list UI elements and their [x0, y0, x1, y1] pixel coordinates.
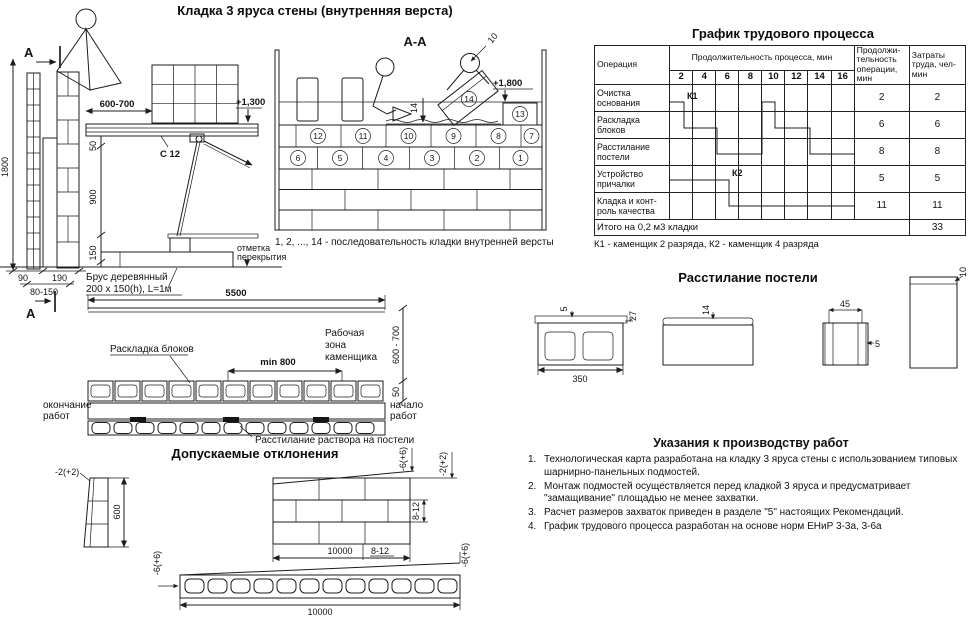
block-number: 7	[529, 131, 534, 141]
insulation-hatch	[43, 138, 57, 267]
tick: 6	[716, 70, 739, 84]
gantt-cell	[670, 165, 693, 192]
operation-duration: 8	[854, 138, 909, 165]
work-start-label	[390, 400, 424, 422]
deviations-drawing	[40, 440, 474, 617]
item-number: 1.	[528, 454, 537, 465]
operation-name: Расстилание постели	[595, 138, 670, 165]
table-row	[595, 138, 966, 165]
mortar-bed-row	[88, 417, 385, 435]
gantt-cell	[831, 165, 854, 192]
block-number: 1	[518, 153, 523, 163]
zone-line1: Рабочая	[325, 328, 365, 339]
gantt-cell	[716, 111, 739, 138]
gantt-cell	[716, 165, 739, 192]
gantt-cell	[739, 192, 762, 219]
gantt-cell	[739, 165, 762, 192]
gantt-cell	[762, 84, 785, 111]
gantt-cell	[670, 138, 693, 165]
dim-50-label: 50	[391, 386, 401, 398]
aa-section-drawing	[265, 28, 570, 253]
dim-350-label: 350	[572, 374, 588, 384]
dim-1800-label: 1800	[0, 156, 10, 178]
dim-27-label: 27	[628, 310, 638, 322]
gantt-cell	[670, 84, 693, 111]
mortar-bed	[386, 120, 501, 125]
gantt-cell	[693, 192, 716, 219]
table-row	[595, 192, 966, 219]
dim-5b-label: 5	[875, 339, 881, 349]
gantt-cell	[831, 111, 854, 138]
inner-block-column	[57, 72, 79, 268]
wall-deviation-sketch	[273, 447, 457, 562]
item-text: Расчет размеров захваток приведен в разделе "5" настоящих Рекомендаций.	[544, 507, 904, 519]
operation-name: Раскладка блоков	[595, 111, 670, 138]
plan-view-drawing	[30, 283, 440, 458]
gantt-cell	[831, 138, 854, 165]
dim-14-label: 14	[409, 102, 419, 114]
aa-top-course-numbers	[311, 129, 540, 144]
gantt-cell	[716, 192, 739, 219]
work-end-label	[43, 400, 92, 422]
dim-600-700-label: 600-700	[99, 99, 135, 110]
scaffold-platform	[86, 124, 258, 136]
raskladka-label: Раскладка блоков	[110, 344, 194, 355]
chart-footnote: К1 - каменщик 2 разряда, К2 - каменщик 4 разряда	[594, 238, 819, 250]
section-mark-top-label: А	[24, 45, 34, 60]
dim-10-label: 10	[958, 266, 968, 278]
list-item	[528, 521, 974, 534]
gantt-cell	[762, 111, 785, 138]
wall-dev2-label: -2(+2)	[438, 451, 448, 477]
wall-dev1-label: -6(+6)	[398, 446, 408, 472]
row-slant-line	[180, 563, 460, 575]
mason-2-figure	[438, 54, 498, 126]
item-text: Монтаж подмостей осуществляется перед кладкой 3 яруса и предусматривает "замащивание" площадью не менее захватки.	[544, 480, 911, 505]
gantt-cell	[808, 84, 831, 111]
strut-label: С 12	[160, 149, 181, 160]
end-line2: работ	[43, 411, 70, 422]
elev-1800-label: +1,800	[493, 78, 523, 89]
table-row	[595, 84, 966, 111]
plan-top-edge	[88, 308, 385, 312]
start-line1: начало	[390, 400, 424, 411]
tick: 10	[762, 70, 785, 84]
aa-existing-wall	[279, 169, 542, 230]
block-pallet	[152, 65, 238, 123]
gantt-cell	[739, 84, 762, 111]
end-line1: окончание	[43, 400, 92, 411]
process-chart-title: График трудового процесса	[692, 26, 874, 41]
gantt-cell	[831, 84, 854, 111]
mason-1-figure	[373, 58, 411, 121]
tick: 14	[808, 70, 831, 84]
process-chart	[594, 26, 972, 250]
work-instructions	[528, 436, 974, 535]
operation-labor: 2	[909, 84, 965, 111]
operation-labor: 6	[909, 111, 965, 138]
block-number: 13	[515, 109, 525, 119]
item-number: 3.	[528, 507, 537, 519]
tilt-deviation-sketch	[55, 467, 129, 547]
instructions-title: Указания к производству работ	[653, 436, 849, 450]
strut-c12	[160, 134, 252, 236]
floor-mark-line1: отметка	[237, 243, 271, 253]
dim-150-label: 150	[88, 245, 98, 261]
tilt-angle	[471, 31, 500, 61]
block-number: 11	[358, 131, 368, 141]
tick: 4	[693, 70, 716, 84]
wall-length-label: 10000	[327, 546, 353, 556]
operation-duration: 6	[854, 111, 909, 138]
section-cut-mark-top	[24, 45, 60, 68]
deviations-title: Допускаемые отклонения	[171, 446, 339, 461]
gantt-cell	[693, 165, 716, 192]
gantt-cell	[785, 111, 808, 138]
aa-section-label: А-А	[403, 34, 427, 49]
dim-block-drop	[409, 98, 423, 122]
dim-5a-label: 5	[559, 306, 569, 312]
dim-platform-offset	[86, 99, 152, 111]
elev-1300-label: +1,300	[236, 97, 266, 108]
col-operation-header: Операция	[595, 46, 670, 85]
operation-duration: 2	[854, 84, 909, 111]
mortar-dump	[313, 417, 329, 422]
gantt-cell	[785, 165, 808, 192]
wall-joint-label: 8-12	[411, 501, 421, 521]
tick: 12	[785, 70, 808, 84]
work-zone-label	[325, 327, 378, 363]
dim-5500	[88, 288, 385, 310]
col-labor-header: Затраты труда, чел-мин	[909, 46, 965, 85]
scaffold-base	[101, 234, 258, 267]
list-item	[528, 454, 974, 480]
row-length-label: 10000	[307, 607, 333, 617]
dim-5500-label: 5500	[225, 288, 247, 299]
gantt-cell	[785, 84, 808, 111]
wall-hatch-band	[88, 403, 385, 419]
tilt-height-label: 600	[112, 504, 122, 520]
col-process-header: Продолжительность процесса, мин	[670, 46, 854, 71]
item-number: 2.	[528, 480, 537, 492]
gantt-cell	[693, 138, 716, 165]
mortar-dump	[223, 417, 239, 422]
gantt-cell	[785, 192, 808, 219]
operation-duration: 11	[854, 192, 909, 219]
gantt-cell	[762, 138, 785, 165]
start-line2: работ	[390, 411, 417, 422]
angle-10-label: 10	[485, 31, 500, 46]
dim-right-chain	[391, 305, 407, 404]
operation-labor: 11	[909, 192, 965, 219]
block-13	[503, 103, 537, 125]
section-mark-bottom-label: А	[26, 306, 36, 321]
row-dev2-label: -6(+6)	[460, 542, 470, 568]
floor-mark-line2: перекрытия	[237, 252, 287, 262]
blocks-layout-label	[110, 343, 194, 383]
gantt-cell	[739, 138, 762, 165]
block-number: 5	[337, 153, 343, 163]
row-deviation-sketch	[152, 543, 470, 617]
process-chart-table	[594, 45, 966, 236]
operation-labor: 5	[909, 165, 965, 192]
elevation-1300	[236, 97, 265, 122]
mason-figure	[57, 9, 121, 90]
row-dev1-label: -6(+6)	[152, 550, 162, 576]
block-number: 8	[496, 131, 501, 141]
gantt-cell	[831, 192, 854, 219]
block-number: 3	[429, 153, 435, 163]
dim-wall-height	[0, 59, 13, 270]
dim-vertical-chain	[88, 136, 105, 267]
list-item	[528, 507, 974, 520]
block-side-strips	[823, 299, 880, 365]
dim-600-700-label: 600 - 700	[391, 325, 401, 365]
operation-labor: 8	[909, 138, 965, 165]
gantt-cell	[785, 138, 808, 165]
aa-caption: 1, 2, ..., 14 - последовательность кладки внутренней версты	[275, 237, 554, 248]
mortar-label-text: Расстилание раствора на постели	[255, 435, 415, 446]
beam-note-line1: Брус деревянный	[86, 272, 168, 283]
gantt-cell	[808, 165, 831, 192]
gantt-cell	[808, 192, 831, 219]
item-number: 4.	[528, 520, 537, 532]
gantt-cell	[693, 111, 716, 138]
dim-14-label: 14	[701, 304, 711, 316]
total-value: 33	[909, 219, 965, 235]
dim-900-label: 900	[88, 189, 98, 205]
block-end-view	[910, 267, 968, 368]
bed-spreading-title: Расстилание постели	[678, 270, 818, 285]
tilt-dev-label: -2(+2)	[55, 467, 80, 477]
item-text: Технологическая карта разработана на кладку 3 яруса стены с использованием типовых шарнирно-панельных подмостей.	[544, 454, 958, 478]
block-with-mortar-top	[663, 305, 753, 365]
dim-90-label: 90	[18, 273, 29, 283]
k2-label: К2	[732, 168, 743, 178]
block-number: 14	[464, 94, 474, 104]
total-label: Итого на 0,2 м3 кладки	[595, 219, 910, 235]
gantt-cell	[762, 165, 785, 192]
gantt-cell	[670, 192, 693, 219]
beam-note-line2: 200 x 150(h), L=1м	[86, 284, 172, 295]
operation-duration: 5	[854, 165, 909, 192]
zone-line3: каменщика	[325, 352, 378, 363]
outer-wall-leaf	[27, 73, 40, 269]
col-op-duration-header: Продолжи- тельность операции, мин	[854, 46, 909, 85]
block-number: 6	[295, 153, 301, 163]
block-cross-section	[535, 306, 638, 384]
wall-joint2-label: 8-12	[371, 546, 390, 556]
dim-45-label: 45	[839, 299, 851, 309]
gantt-cell	[808, 111, 831, 138]
tick: 2	[670, 70, 693, 84]
table-row	[595, 111, 966, 138]
wall-section-drawing	[0, 5, 290, 325]
gantt-cell	[739, 111, 762, 138]
laid-blocks-band	[88, 381, 383, 401]
total-row	[595, 219, 966, 235]
block-number: 12	[313, 131, 323, 141]
list-item	[528, 481, 974, 507]
gantt-cell	[716, 84, 739, 111]
block-number: 4	[383, 153, 389, 163]
min800-label: min 800	[260, 357, 296, 368]
gantt-cell	[670, 111, 693, 138]
k1-label: К1	[687, 91, 698, 101]
bed-spreading-drawing	[525, 262, 974, 390]
block-number: 9	[451, 131, 456, 141]
item-text: График трудового процесса разработан на основе норм ЕНиР 3-3а, 3-6а	[544, 520, 882, 532]
operation-name: Кладка и конт- роль качества	[595, 192, 670, 219]
operation-name: Очистка основания	[595, 84, 670, 111]
dim-190-label: 190	[52, 273, 68, 283]
tick: 16	[831, 70, 854, 84]
mortar-dump	[130, 417, 146, 422]
gantt-cell	[716, 138, 739, 165]
block-number: 2	[474, 153, 480, 163]
operation-name: Устройство причалки	[595, 165, 670, 192]
tick: 8	[739, 70, 762, 84]
elevation-1800	[493, 78, 533, 101]
dim-50-label: 50	[88, 140, 98, 152]
table-row	[595, 165, 966, 192]
gantt-cell	[808, 138, 831, 165]
block-number: 10	[403, 131, 414, 141]
gantt-cell	[693, 84, 716, 111]
page-title: Кладка 3 яруса стены (внутренняя верста)	[177, 3, 453, 18]
gantt-cell	[762, 192, 785, 219]
zone-line2: зона	[325, 340, 347, 351]
dim-80-150-label: 80-150	[30, 287, 59, 297]
standing-blocks	[297, 78, 363, 121]
